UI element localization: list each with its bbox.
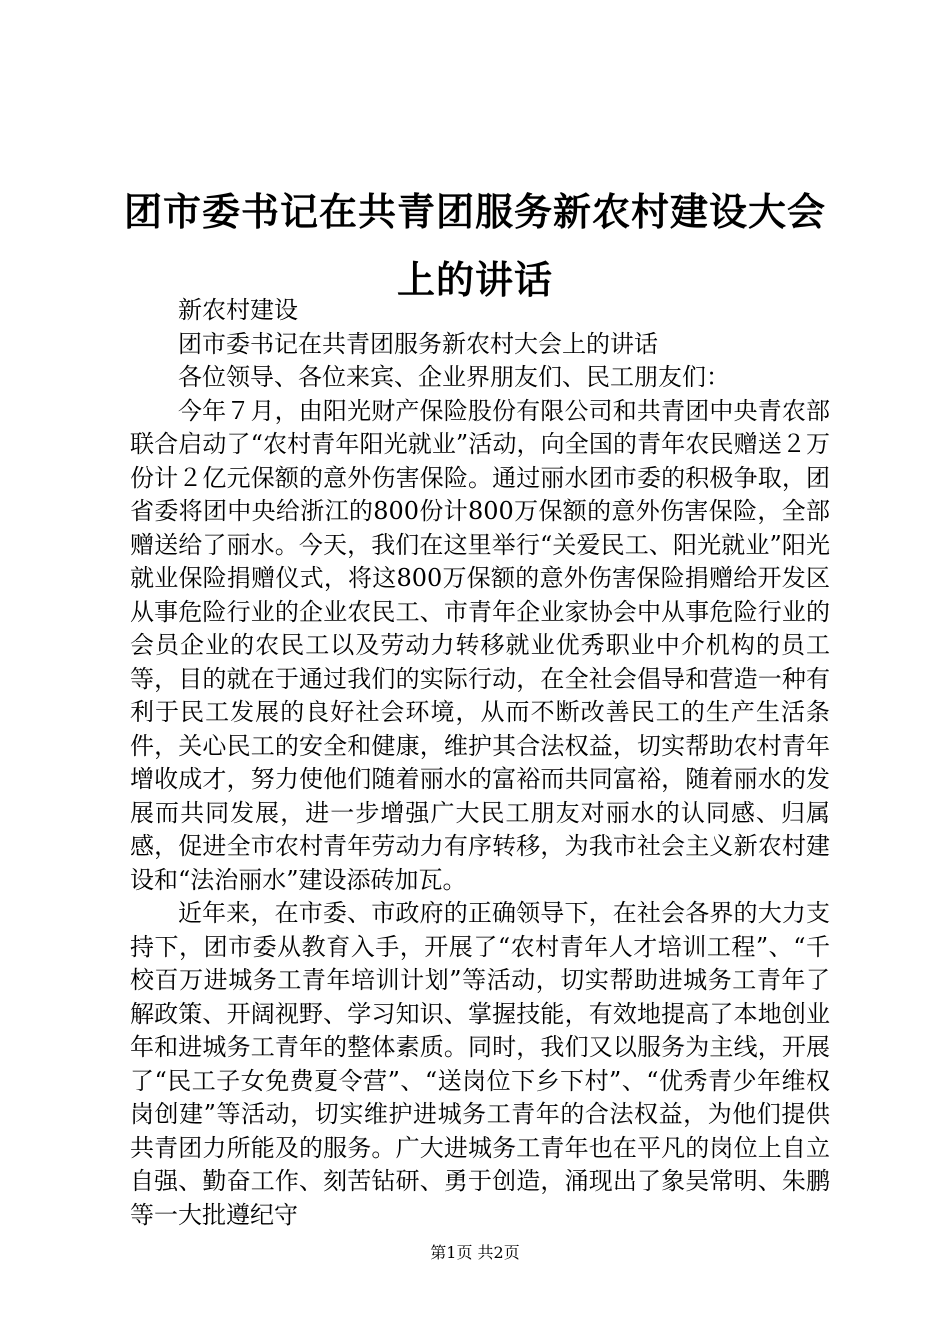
document-body: [130, 294, 830, 1232]
paragraph-subtitle: 团市委书记在共青团服务新农村大会上的讲话: [178, 329, 658, 358]
document-title: 团市委书记在共青团服务新农村建设大会上的讲话: [123, 189, 826, 302]
paragraph-salutation: 各位领导、各位来宾、企业界朋友们、民工朋友们：: [178, 363, 730, 391]
paragraph-keyword: 新农村建设: [178, 296, 298, 324]
paragraph-body-2: 近年来，在市委、市政府的正确领导下，在社会各界的大力支持下，团市委从教育入手，开展了“农村青年人才培训工程”、“千校百万进城务工青年培训计划”等活动，切实帮助进城务工青年了解政策、开阔视野、学习知识、掌握技能，有效地提高了本地创业年和进城务工青年的整体素质。同时，我们又以服务为主线，开展了“民工子女免费夏令营”、“送岗位下乡下村”、“优秀青少年维权岗创建”等活动，切实维护进城务工青年的合法权益，为他们提供共青团力所能及的服务。广大进城务工青年也在平凡的岗位上自立自强、勤奋工作、刻苦钻研、勇于创造，涌现出了象吴常明、朱鹏等一大批遵纪守: [130, 899, 830, 1229]
paragraph-body-1: 今年７月，由阳光财产保险股份有限公司和共青团中央青农部联合启动了“农村青年阳光就业”活动，向全国的青年农民赠送２万份计２亿元保额的意外伤害保险。通过丽水团市委的积极争取，团省委将团中央给浙江的800份计800万保额的意外伤害保险，全部赠送给了丽水。今天，我们在这里举行“关爱民工、阳光就业”阳光就业保险捐赠仪式，将这800万保额的意外伤害保险捐赠给开发区从事危险行业的企业农民工、市青年企业家协会中从事危险行业的会员企业的农民工以及劳动力转移就业优秀职业中介机构的员工等，目的就在于通过我们的实际行动，在全社会倡导和营造一种有利于民工发展的良好社会环境，从而不断改善民工的生产生活条件，关心民工的安全和健康，维护其合法权益，切实帮助农村青年增收成才，努力使他们随着丽水的富裕而共同富裕，随着丽水的发展而共同发展，进一步增强广大民工朋友对丽水的认同感、归属感，促进全市农村青年劳动力有序转移，为我市社会主义新农村建设和“法治丽水”建设添砖加瓦。: [130, 396, 830, 894]
page-footer: 第1页 共2页: [430, 1243, 520, 1262]
